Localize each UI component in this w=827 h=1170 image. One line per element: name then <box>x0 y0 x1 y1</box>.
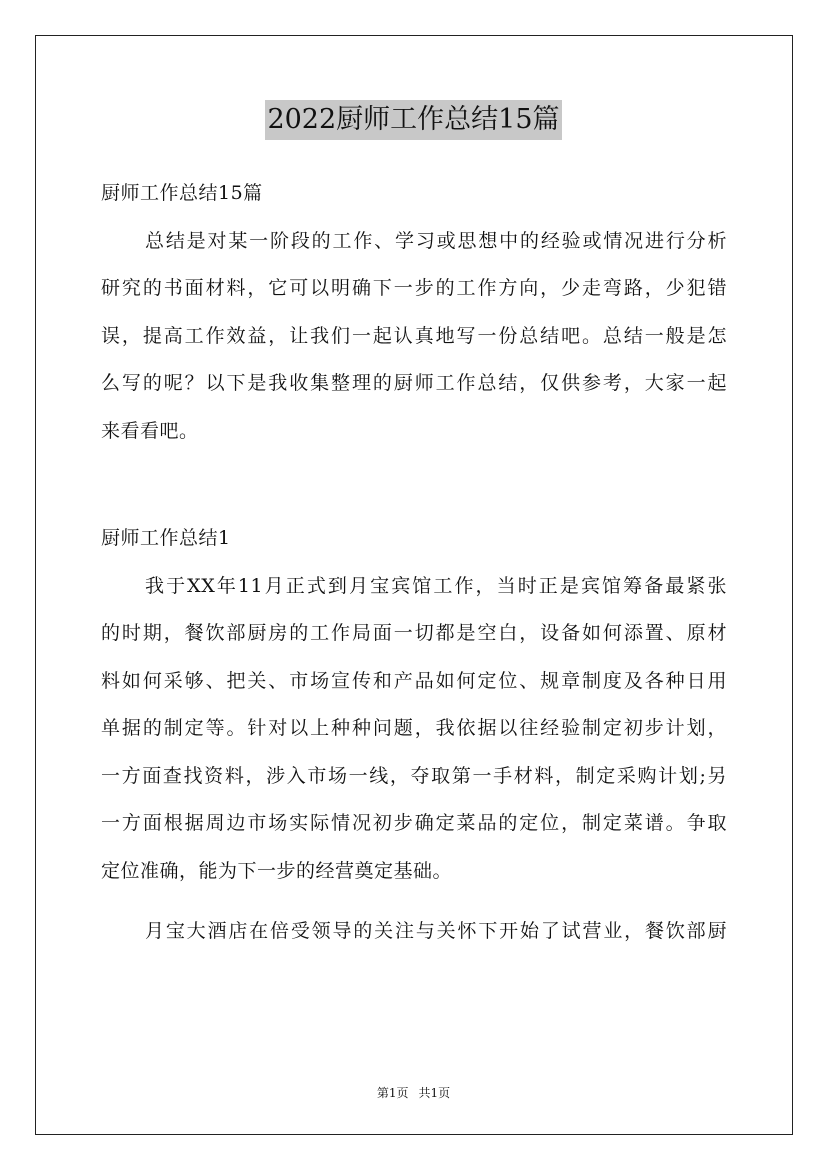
intro-line: 总结是对某一阶段的工作、学习或思想中的经验或情况进行分析 <box>145 229 727 252</box>
intro-line: 来看看吧。 <box>101 419 199 442</box>
paragraph-line: 月宝大酒店在倍受领导的关注与关怀下开始了试营业，餐饮部厨 <box>145 920 727 942</box>
paragraph-line: 定位准确，能为下一步的经营奠定基础。 <box>101 859 453 882</box>
paragraph-line: 一方面根据周边市场实际情况初步确定菜品的定位，制定菜谱。争取 <box>101 812 727 834</box>
document-title: 2022厨师工作总结15篇 <box>265 100 561 140</box>
intro-line: 误，提高工作效益，让我们一起认真地写一份总结吧。总结一般是怎 <box>101 324 727 347</box>
page-number: 第1页 <box>376 1086 409 1100</box>
intro-line: 么写的呢？以下是我收集整理的厨师工作总结，仅供参考，大家一起 <box>101 372 727 394</box>
paragraph-spacer <box>101 895 727 908</box>
section-spacer <box>101 455 727 515</box>
document-heading: 厨师工作总结15篇 <box>101 182 263 204</box>
document-body <box>101 170 727 956</box>
paragraph-line: 料如何采够、把关、市场宣传和产品如何定位、规章制度及各种日用 <box>101 669 727 692</box>
page-total: 共1页 <box>418 1086 451 1100</box>
paragraph-line: 一方面查找资料，涉入市场一线，夺取第一手材料，制定采购计划;另 <box>101 764 727 787</box>
paragraph-line: 我于XX年11月正式到月宝宾馆工作，当时正是宾馆筹备最紧张 <box>145 574 727 597</box>
title-area <box>0 100 827 140</box>
intro-line: 研究的书面材料，它可以明确下一步的工作方向，少走弯路，少犯错 <box>101 277 727 299</box>
paragraph-line: 单据的制定等。针对以上种种问题，我依据以往经验制定初步计划， <box>101 717 727 739</box>
paragraph-line: 的时期，餐饮部厨房的工作局面一切都是空白，设备如何添置、原材 <box>101 622 727 644</box>
page-footer <box>0 1084 827 1101</box>
section-heading: 厨师工作总结1 <box>101 527 231 549</box>
